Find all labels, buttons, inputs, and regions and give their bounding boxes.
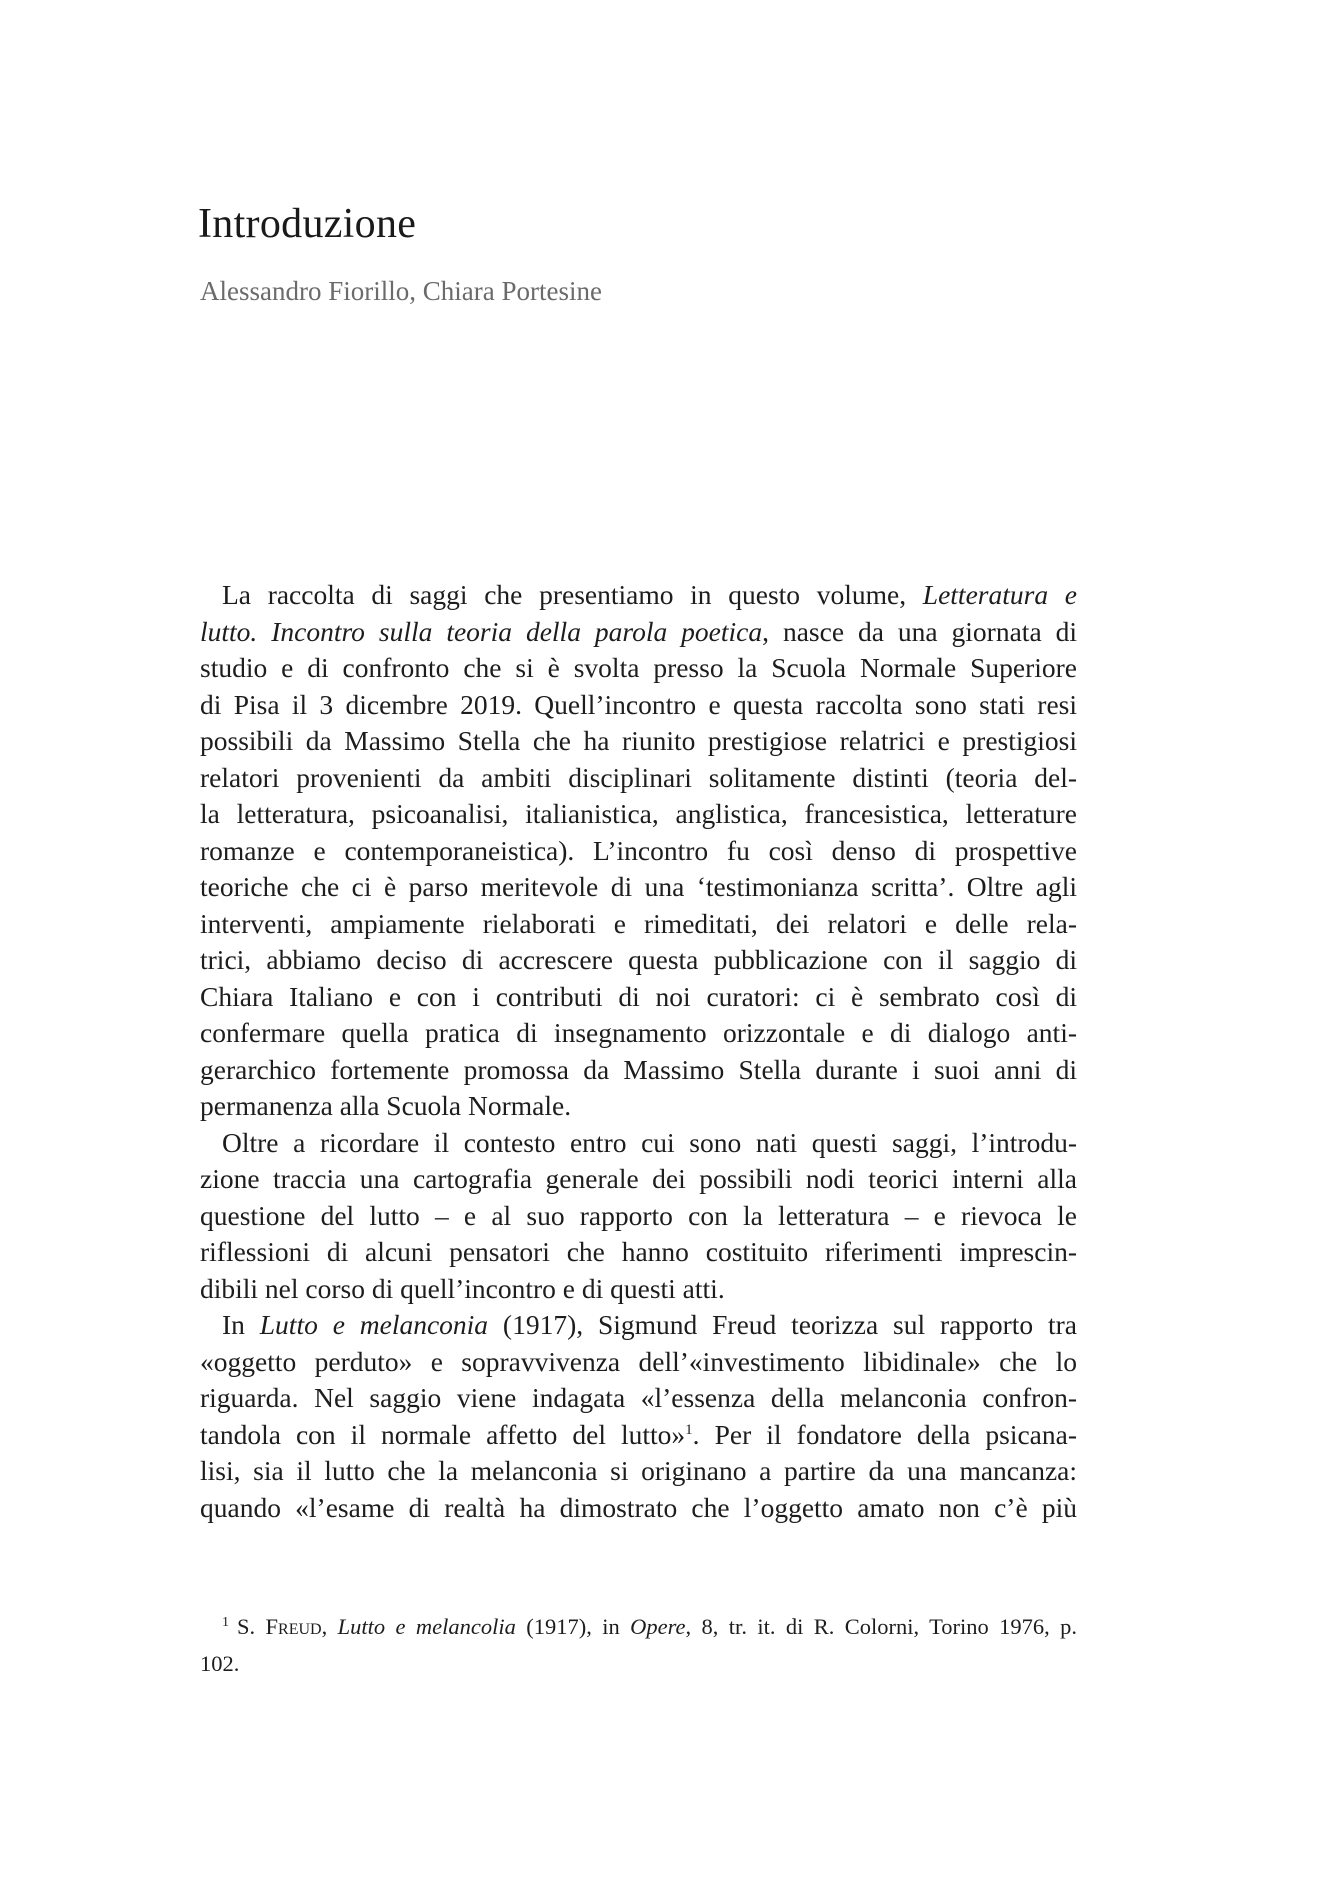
text-line: di Pisa il 3 dicembre 2019. Quell’incontro e questa raccolta sono stati resi	[200, 688, 1077, 720]
text-line: Oltre a ricordare il contesto entro cui sono nati questi saggi, l’introdu-	[222, 1126, 1077, 1158]
text-line: confermare quella pratica di insegnamento orizzontale e di dialogo anti-	[200, 1017, 1077, 1048]
text-line: interventi, ampiamente rielaborati e rimeditati, dei relatori e delle rela-	[200, 907, 1077, 939]
text-line: gerarchico fortemente promossa da Massimo Stella durante i suoi anni di	[200, 1053, 1077, 1085]
footnote-number: 1	[222, 1614, 229, 1630]
text-line: studio e di confronto che si è svolta presso la Scuola Normale Superiore	[200, 652, 1077, 683]
text-line: questione del lutto – e al suo rapporto con la letteratura – e rievoca le	[200, 1199, 1077, 1231]
footnote-line: $^1$ S. Freud, Lutto e melancolia (1917), in Opere, 8, tr. it. di R. Colorni, Torino 1976, p.	[200, 1607, 1077, 1644]
text-line: possibili da Massimo Stella che ha riunito prestigiose relatrici e prestigiosi	[200, 725, 1077, 756]
footnote-reference: 1	[685, 1421, 693, 1438]
text-line: Chiara Italiano e con i contributi di noi curatori: ci è sembrato così di	[200, 980, 1077, 1012]
text-line: teoriche che ci è parso meritevole di una ‘testimonianza scritta’. Oltre agli	[200, 871, 1077, 902]
text-line: tandola con il normale affetto del lutto»$^1$. Per il fondatore della psicana-	[200, 1418, 1077, 1450]
text-line: dibili nel corso di quell’incontro e di questi atti.	[200, 1272, 725, 1304]
text-line: lutto. Incontro sulla teoria della parola poetica, nasce da una giornata di	[200, 615, 1077, 647]
text-line: la letteratura, psicoanalisi, italianistica, anglistica, francesistica, letterature	[200, 798, 1077, 829]
text-line: La raccolta di saggi che presentiamo in questo volume, Letteratura e	[222, 579, 1077, 610]
text-line: quando «l’esame di realtà ha dimostrato che l’oggetto amato non c’è più	[200, 1491, 1077, 1523]
text-line: relatori provenienti da ambiti disciplinari solitamente distinti (teoria del-	[200, 761, 1077, 793]
text-line: romanze e contemporaneistica). L’incontro fu così denso di prospettive	[200, 834, 1077, 866]
text-line: permanenza alla Scuola Normale.	[200, 1090, 572, 1121]
page-title: Introduzione	[198, 201, 417, 247]
footnote-line: 102.	[200, 1650, 240, 1676]
text-line: trici, abbiamo deciso di accrescere questa pubblicazione con il saggio di	[200, 944, 1077, 975]
text-line: riflessioni di alcuni pensatori che hanno costituito riferimenti imprescin-	[200, 1236, 1077, 1267]
authors: Alessandro Fiorillo, Chiara Portesine	[200, 276, 602, 306]
text-line: lisi, sia il lutto che la melanconia si originano a partire da una mancanza:	[200, 1455, 1077, 1486]
text-line: zione traccia una cartografia generale dei possibili nodi teorici interni alla	[200, 1163, 1077, 1194]
text-line: riguarda. Nel saggio viene indagata «l’essenza della melanconia confron-	[200, 1382, 1077, 1413]
text-line: In Lutto e melanconia (1917), Sigmund Freud teorizza sul rapporto tra	[222, 1309, 1077, 1340]
body-text	[200, 577, 1077, 1526]
footnote	[200, 1607, 1077, 1680]
text-line: «oggetto perduto» e sopravvivenza dell’«investimento libidinale» che lo	[200, 1345, 1077, 1377]
